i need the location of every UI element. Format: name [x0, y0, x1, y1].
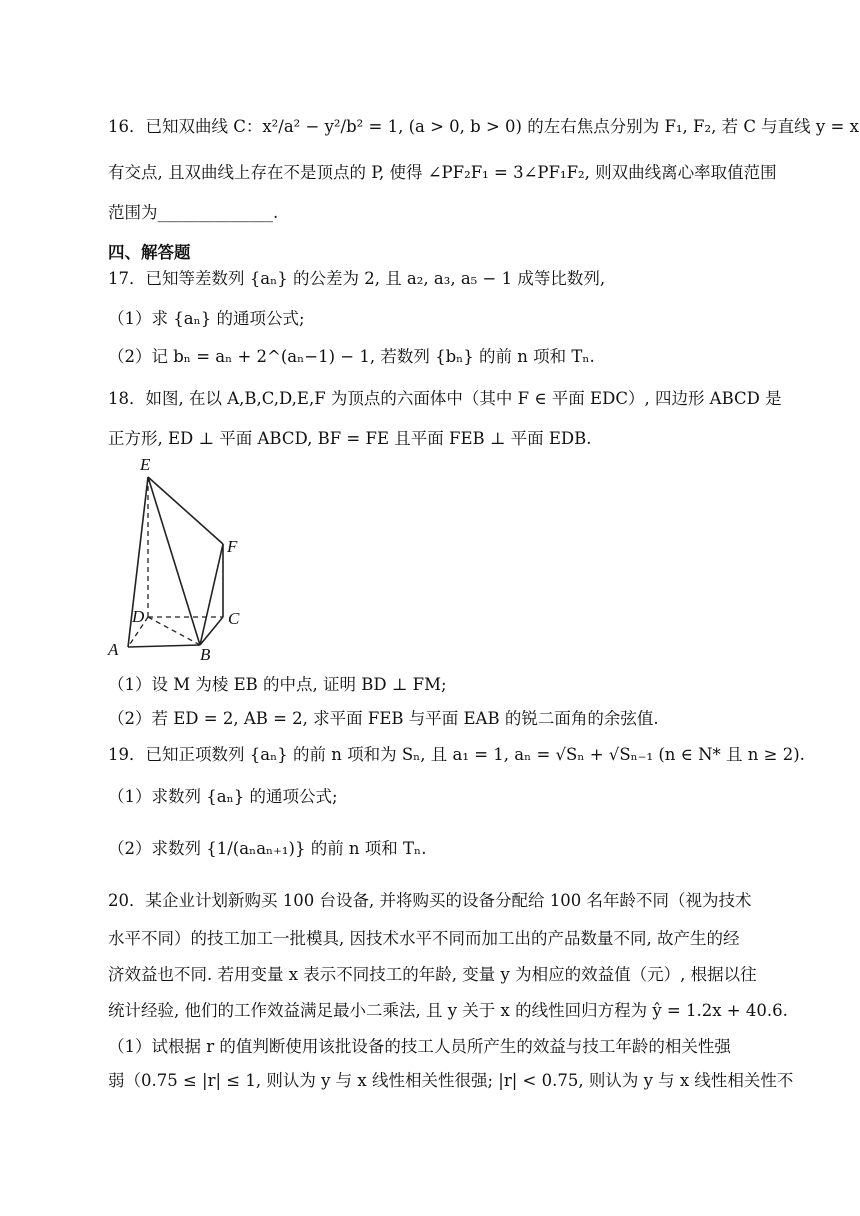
text-line-q16a: 16．已知双曲线 C：x²/a² − y²/b² = 1, (a > 0, b > 0) 的左右焦点分别为 F₁, F₂, 若 C 与直线 y = x — [108, 117, 859, 136]
label-F: F — [227, 537, 238, 556]
text-line-q19-1: （1）求数列 {aₙ} 的通项公式; — [108, 787, 338, 806]
text-line-q20a: 20．某企业计划新购买 100 台设备, 并将购买的设备分配给 100 名年龄不同（视为技术 — [108, 891, 752, 910]
label-D: D — [132, 607, 145, 626]
text-line-q18b: 正方形, ED ⊥ 平面 ABCD, BF = FE 且平面 FEB ⊥ 平面 EDB. — [108, 429, 592, 448]
section-heading: 四、解答题 — [108, 243, 191, 262]
text-line-q20c: 济效益也不同. 若用变量 x 表示不同技工的年龄, 变量 y 为相应的效益值（元）, 根据以往 — [108, 965, 757, 984]
text-line-q17-2: （2）记 bₙ = aₙ + 2^(aₙ−1) − 1, 若数列 {bₙ} 的前 n 项和 Tₙ. — [108, 347, 595, 366]
text-line-q20-1: （1）试根据 r 的值判断使用该批设备的技工人员所产生的效益与技工年龄的相关性强 — [108, 1037, 731, 1056]
text-line-q19: 19．已知正项数列 {aₙ} 的前 n 项和为 Sₙ, 且 a₁ = 1, aₙ = √Sₙ + √Sₙ₋₁ (n ∈ N* 且 n ≥ 2). — [108, 745, 805, 764]
text-line-q19-2: （2）求数列 {1/(aₙaₙ₊₁)} 的前 n 项和 Tₙ. — [108, 839, 427, 858]
label-A: A — [108, 640, 119, 659]
label-B: B — [200, 645, 211, 664]
text-line-q16b: 有交点, 且双曲线上存在不是顶点的 P, 使得 ∠PF₂F₁ = 3∠PF₁F₂, 则双曲线离心率取值范围 — [108, 163, 777, 182]
text-line-q17: 17．已知等差数列 {aₙ} 的公差为 2, 且 a₂, a₃, a₅ − 1 成等比数列, — [108, 269, 606, 288]
text-line-q17-1: （1）求 {aₙ} 的通项公式; — [108, 309, 305, 328]
text-line-q20d: 统计经验, 他们的工作效益满足最小二乘法, 且 y 关于 x 的线性回归方程为 ŷ = 1.2x + 40.6. — [108, 1001, 788, 1020]
text-line-q18-2: （2）若 ED = 2, AB = 2, 求平面 FEB 与平面 EAB 的锐二面角的余弦值. — [108, 709, 659, 728]
text-line-q16c: 范围为______________. — [108, 203, 279, 222]
text-line-q20b: 水平不同）的技工加工一批模具, 因技术水平不同而加工出的产品数量不同, 故产生的经 — [108, 929, 740, 948]
text-line-q18a: 18．如图, 在以 A,B,C,D,E,F 为顶点的六面体中（其中 F ∈ 平面 EDC）, 四边形 ABCD 是 — [108, 389, 782, 408]
text-line-q20e: 弱（0.75 ≤ |r| ≤ 1, 则认为 y 与 x 线性相关性很强; |r| < 0.75, 则认为 y 与 x 线性相关性不 — [108, 1071, 794, 1090]
label-E: E — [140, 455, 151, 474]
edge-EB — [148, 477, 200, 645]
edge-EF — [148, 477, 223, 544]
edge-AB — [128, 645, 200, 647]
text-line-q18-1: （1）设 M 为棱 EB 的中点, 证明 BD ⊥ FM; — [108, 675, 447, 694]
label-C: C — [228, 609, 240, 628]
hexahedron-figure — [100, 452, 260, 664]
